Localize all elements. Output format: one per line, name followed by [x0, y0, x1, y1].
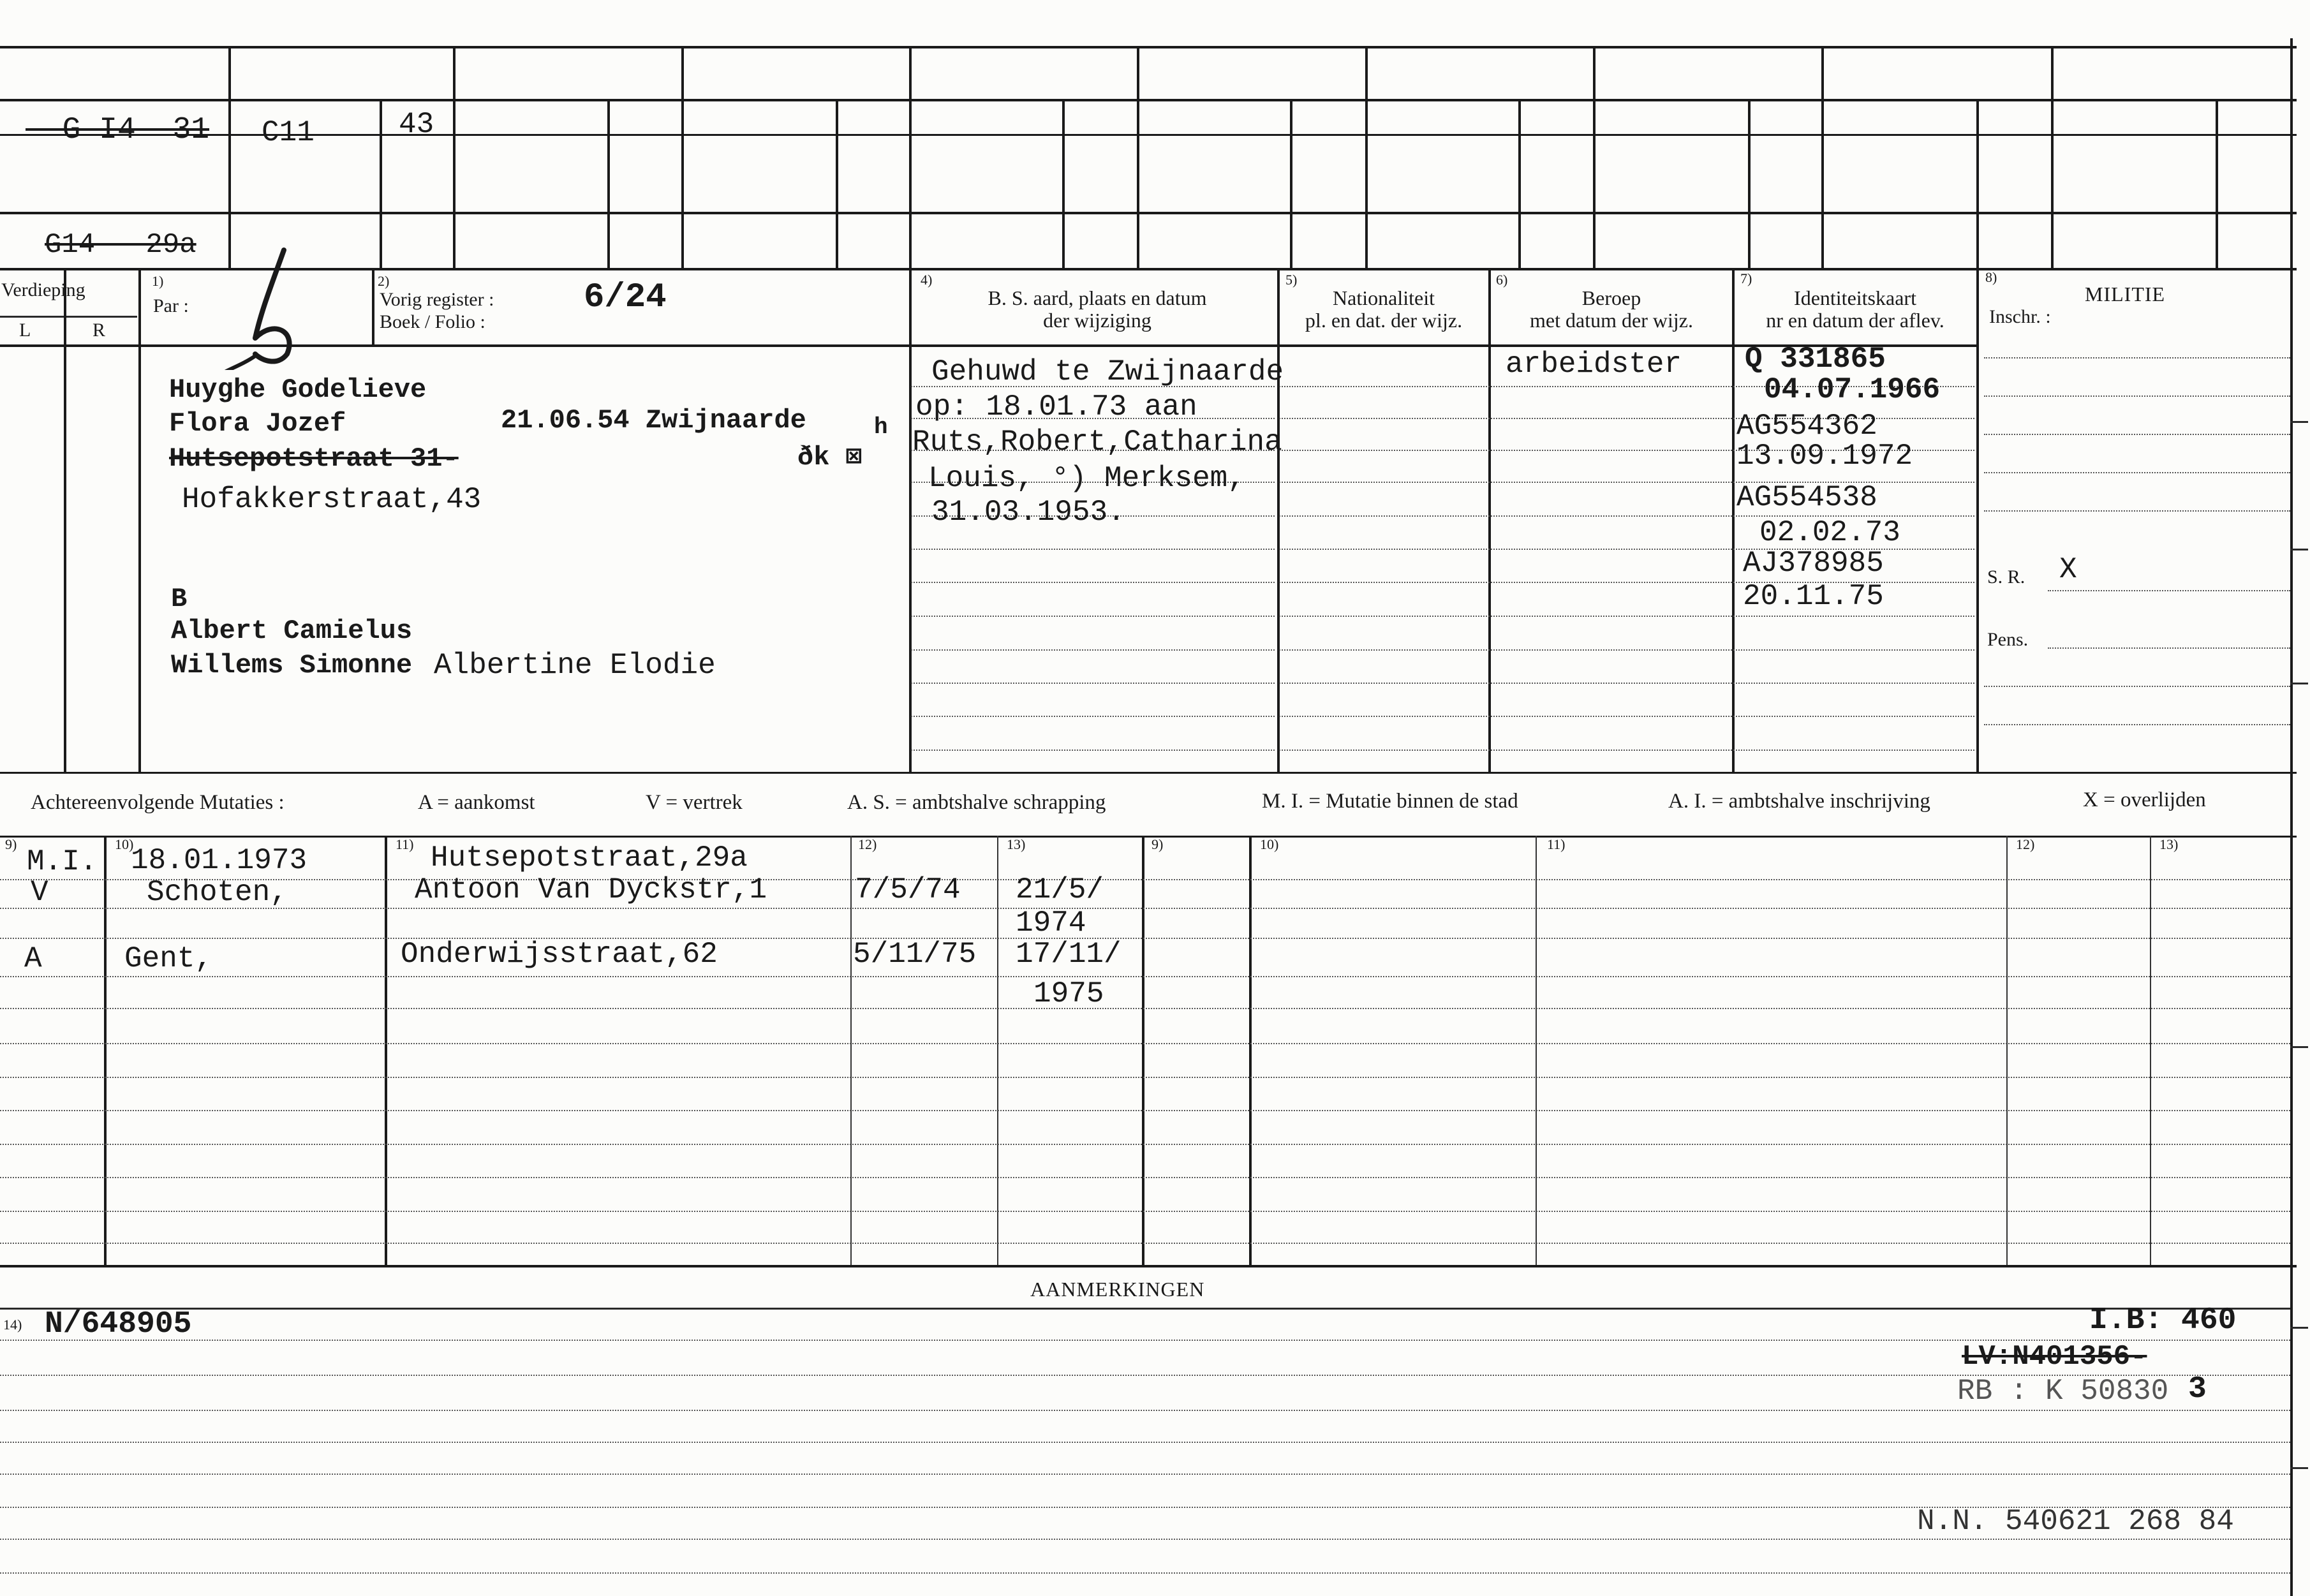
- grid-col: [1748, 99, 1751, 268]
- id-line2: nr en datum der aflev.: [1766, 309, 1944, 332]
- right-border: [2290, 38, 2293, 1596]
- num-7: 7): [1740, 270, 1752, 286]
- beroep-line2: met datum der wijz.: [1530, 309, 1693, 332]
- dotted-row: [0, 1008, 2290, 1009]
- id-number: Q 331865: [1745, 343, 1886, 376]
- mut-num-12: 12): [2016, 836, 2035, 852]
- id-date: 02.02.73: [1759, 516, 1900, 549]
- mutation-place: Schoten,: [147, 876, 288, 909]
- dotted-row: [0, 879, 2290, 880]
- grid-col: [1821, 46, 1824, 268]
- mut-num-9: 9): [1151, 836, 1164, 852]
- legend-x: X = overlijden: [2083, 788, 2206, 811]
- dotted-row: [0, 1572, 2290, 1574]
- person-marks: ðk ⊠: [797, 442, 862, 473]
- dotted-row: [0, 976, 2290, 977]
- grid-col: [1976, 99, 1979, 268]
- dotted-row: [0, 1375, 2290, 1376]
- remarks-title: AANMERKINGEN: [1030, 1278, 1205, 1301]
- verdieping-label: Verdieping: [1, 279, 85, 300]
- bs-header-line1: B. S. aard, plaats en datum: [988, 286, 1207, 309]
- body-bottom-line: [0, 772, 2297, 774]
- civil-line: Gehuwd te Zwijnaarde: [931, 355, 1284, 388]
- remarks-line: [0, 1308, 2290, 1310]
- dotted-row: [911, 683, 1275, 684]
- id-number: AG554362: [1736, 410, 1877, 443]
- edge-tick: [2290, 683, 2308, 684]
- mut-num-13: 13): [1007, 836, 1026, 852]
- mut-col: [104, 836, 107, 1265]
- mutation-address: Onderwijsstraat,62: [401, 938, 718, 971]
- person-old-street: Hutsepotstraat 31-: [169, 443, 459, 474]
- boek-folio-label: Boek / Folio :: [380, 311, 485, 332]
- dotted-row: [0, 1110, 2290, 1111]
- legend-as: A. S. = ambtshalve schrapping: [847, 791, 1106, 814]
- dotted-row: [0, 1043, 2290, 1044]
- num-2: 2): [378, 273, 390, 289]
- mut-num-11: 11): [1547, 836, 1566, 852]
- dotted-row: [911, 716, 1275, 717]
- legend-a: A = aankomst: [418, 791, 535, 814]
- edge-tick: [2290, 1327, 2308, 1329]
- dotted-row: [911, 549, 1275, 550]
- id-number: AJ378985: [1743, 547, 1884, 580]
- col-divider: [1277, 268, 1280, 772]
- col-divider: [138, 268, 141, 772]
- grid-col: [2216, 99, 2218, 268]
- mut-num-9: 9): [5, 836, 17, 852]
- dotted-row: [911, 750, 1275, 751]
- spouse-name: Albert Camielus: [171, 616, 413, 646]
- mutation-date2: 17/11/: [1016, 938, 1122, 971]
- mutation-date2-year: 1974: [1016, 906, 1086, 940]
- dotted-row: [0, 908, 2290, 909]
- dotted-row: [1984, 686, 2290, 687]
- beroep-line1: Beroep: [1581, 286, 1641, 309]
- mutation-type: A: [24, 942, 42, 975]
- mutation-place: 18.01.1973: [131, 844, 307, 877]
- dotted-row: [911, 582, 1275, 583]
- legend-mi: M. I. = Mutatie binnen de stad: [1262, 790, 1518, 813]
- spouse-mother-given: Albertine Elodie: [434, 649, 716, 682]
- grid-col: [1062, 99, 1065, 268]
- id-date: 20.11.75: [1743, 580, 1884, 613]
- dotted-row: [0, 1177, 2290, 1178]
- struck-code: --G-I4--31: [26, 113, 210, 147]
- grid-col: [380, 99, 382, 268]
- mut-col: [385, 836, 387, 1265]
- id-number: AG554538: [1736, 481, 1877, 514]
- mutation-address: Antoon Van Dyckstr,1: [415, 873, 767, 906]
- verdieping-sub-line: [0, 316, 137, 318]
- person-name: Huyghe Godelieve: [169, 374, 427, 405]
- mut-num-12: 12): [858, 836, 877, 852]
- mutation-date2-year: 1975: [1033, 977, 1104, 1010]
- grid-line: [0, 134, 2297, 136]
- grid-col: [1518, 99, 1521, 268]
- grid-col: [1137, 46, 1139, 268]
- identiteitskaart-header: [1734, 287, 1976, 332]
- mut-col: [1249, 836, 1252, 1265]
- mutation-type: V: [31, 876, 48, 909]
- grid-cell-43: 43: [399, 108, 434, 141]
- col-divider: [1732, 268, 1735, 772]
- dotted-row: [1984, 472, 2290, 473]
- dotted-row: [0, 1211, 2290, 1212]
- person-given-names: Flora Jozef: [169, 408, 346, 439]
- dotted-row: [911, 649, 1275, 651]
- mut-col-center: [1142, 836, 1144, 1265]
- bs-header-line2: der wijziging: [1043, 309, 1151, 332]
- dotted-row: [1984, 357, 2290, 358]
- civil-line: Ruts,Robert,Catharina: [912, 425, 1282, 459]
- sr-value: X: [2059, 553, 2077, 586]
- mut-col: [2006, 836, 2008, 1265]
- mut-num-10: 10): [115, 836, 134, 852]
- dotted-row: [2048, 647, 2290, 649]
- dotted-row: [911, 616, 1275, 617]
- col-divider: [909, 268, 912, 772]
- num-8: 8): [1985, 269, 1997, 285]
- legend-ai: A. I. = ambtshalve inschrijving: [1668, 790, 1930, 813]
- num-1: 1): [152, 273, 164, 289]
- register-value: 6/24: [584, 278, 667, 317]
- civil-line: Louis, °) Merksem,: [928, 462, 1245, 495]
- mutation-date2: 21/5/: [1016, 873, 1104, 906]
- remarks-num-14: 14): [3, 1317, 22, 1333]
- legend-title: Achtereenvolgende Mutaties :: [31, 791, 285, 814]
- dotted-row: [1279, 716, 1974, 717]
- person-new-street: Hofakkerstraat,43: [182, 483, 482, 516]
- dotted-row: [2048, 590, 2290, 591]
- col-divider: [372, 268, 374, 344]
- pens-label: Pens.: [1987, 629, 2029, 650]
- edge-tick: [2290, 549, 2308, 550]
- sr-label: S. R.: [1987, 566, 2025, 587]
- remarks-lv-struck: LV:N401356-: [1962, 1341, 2147, 1373]
- dotted-row: [0, 1144, 2290, 1145]
- civil-line: 31.03.1953.: [931, 496, 1125, 529]
- num-4: 4): [921, 272, 933, 288]
- col-l-label: L: [19, 320, 31, 341]
- inschr-label: Inschr. :: [1989, 306, 2051, 327]
- dotted-row: [1984, 395, 2290, 397]
- mutations-bottom-line: [0, 1265, 2297, 1267]
- civil-line: op: 18.01.73 aan: [915, 390, 1197, 424]
- num-5: 5): [1285, 272, 1298, 288]
- mut-col: [850, 836, 852, 1265]
- edge-tick: [2290, 421, 2308, 423]
- dotted-row: [1279, 683, 1974, 684]
- dotted-row: [1279, 649, 1974, 651]
- beroep-header: [1490, 287, 1733, 332]
- dotted-row: [0, 1077, 2290, 1078]
- dotted-row: [0, 1474, 2290, 1475]
- mutation-type: M.I.: [27, 845, 98, 878]
- id-date: 13.09.1972: [1736, 440, 1913, 473]
- edge-tick: [2290, 1467, 2308, 1469]
- col-divider: [1488, 268, 1491, 772]
- id-date: 04.07.1966: [1764, 373, 1941, 406]
- struck-code: G14---29a: [45, 229, 196, 261]
- grid-line: [0, 99, 2297, 101]
- id-line1: Identiteitskaart: [1794, 286, 1916, 309]
- dotted-row: [0, 1410, 2290, 1411]
- remarks-rb: RB : K 50830: [1957, 1375, 2169, 1408]
- col-divider: [64, 268, 66, 772]
- dotted-row: [1279, 616, 1974, 617]
- dotted-row: [0, 1442, 2290, 1443]
- legend-v: V = vertrek: [646, 791, 743, 814]
- nat-line2: pl. en dat. der wijz.: [1305, 309, 1463, 332]
- mut-num-11: 11): [396, 836, 414, 852]
- mutation-place: Gent,: [124, 942, 213, 975]
- remarks-ib: I.B: 460: [2089, 1303, 2237, 1338]
- person-birth: 21.06.54 Zwijnaarde: [501, 405, 806, 436]
- grid-col: [909, 46, 912, 268]
- vorig-register-label: Vorig register :: [380, 289, 494, 310]
- person-mark-h: h: [874, 414, 888, 440]
- grid-col: [1593, 46, 1596, 268]
- nationaliteit-header: [1278, 287, 1489, 332]
- grid-cell-c11: C11: [262, 116, 315, 149]
- handwritten-mark: [217, 242, 319, 370]
- dotted-row: [1984, 724, 2290, 725]
- bs-header: [919, 287, 1276, 332]
- mut-num-13: 13): [2159, 836, 2179, 852]
- col-r-label: R: [93, 320, 106, 341]
- num-6: 6): [1496, 272, 1508, 288]
- grid-col: [1290, 99, 1292, 268]
- remarks-nn: N.N. 540621 268 84: [1917, 1505, 2234, 1538]
- remarks-ref: N/648905: [45, 1307, 192, 1341]
- dotted-row: [1984, 434, 2290, 435]
- dotted-row: [0, 1243, 2290, 1244]
- dotted-row: [0, 938, 2290, 939]
- grid-line: [0, 212, 2297, 214]
- mutation-date1: 5/11/75: [853, 938, 977, 971]
- dotted-row: [0, 1340, 2290, 1341]
- mut-num-10: 10): [1260, 836, 1279, 852]
- col-divider: [1976, 268, 1979, 772]
- grid-col: [681, 46, 684, 268]
- grid-col: [607, 99, 610, 268]
- nat-line1: Nationaliteit: [1333, 286, 1435, 309]
- person-b-letter: B: [171, 584, 188, 614]
- remarks-rb-mark: 3: [2188, 1372, 2207, 1407]
- mut-col: [1536, 836, 1537, 1265]
- mut-col: [2150, 836, 2151, 1265]
- grid-col: [836, 99, 838, 268]
- top-border-line: [0, 46, 2297, 48]
- mutations-top-line: [0, 836, 2297, 838]
- mutation-date1: 7/5/74: [855, 873, 961, 906]
- par-label: Par :: [153, 295, 189, 316]
- grid-col: [1365, 46, 1368, 268]
- grid-col: [453, 46, 455, 268]
- dotted-row: [1279, 750, 1974, 751]
- mutation-address: Hutsepotstraat,29a: [431, 841, 748, 875]
- mut-col: [997, 836, 998, 1265]
- grid-col: [228, 46, 231, 268]
- dotted-row: [0, 1539, 2290, 1540]
- spouse-mother: Willems Simonne: [171, 650, 413, 681]
- edge-tick: [2290, 1046, 2308, 1048]
- grid-col: [2051, 46, 2054, 268]
- militie-header: MILITIE: [2085, 283, 2166, 306]
- beroep-value: arbeidster: [1506, 348, 1682, 381]
- header-top-line: [0, 268, 2297, 270]
- dotted-row: [1984, 510, 2290, 512]
